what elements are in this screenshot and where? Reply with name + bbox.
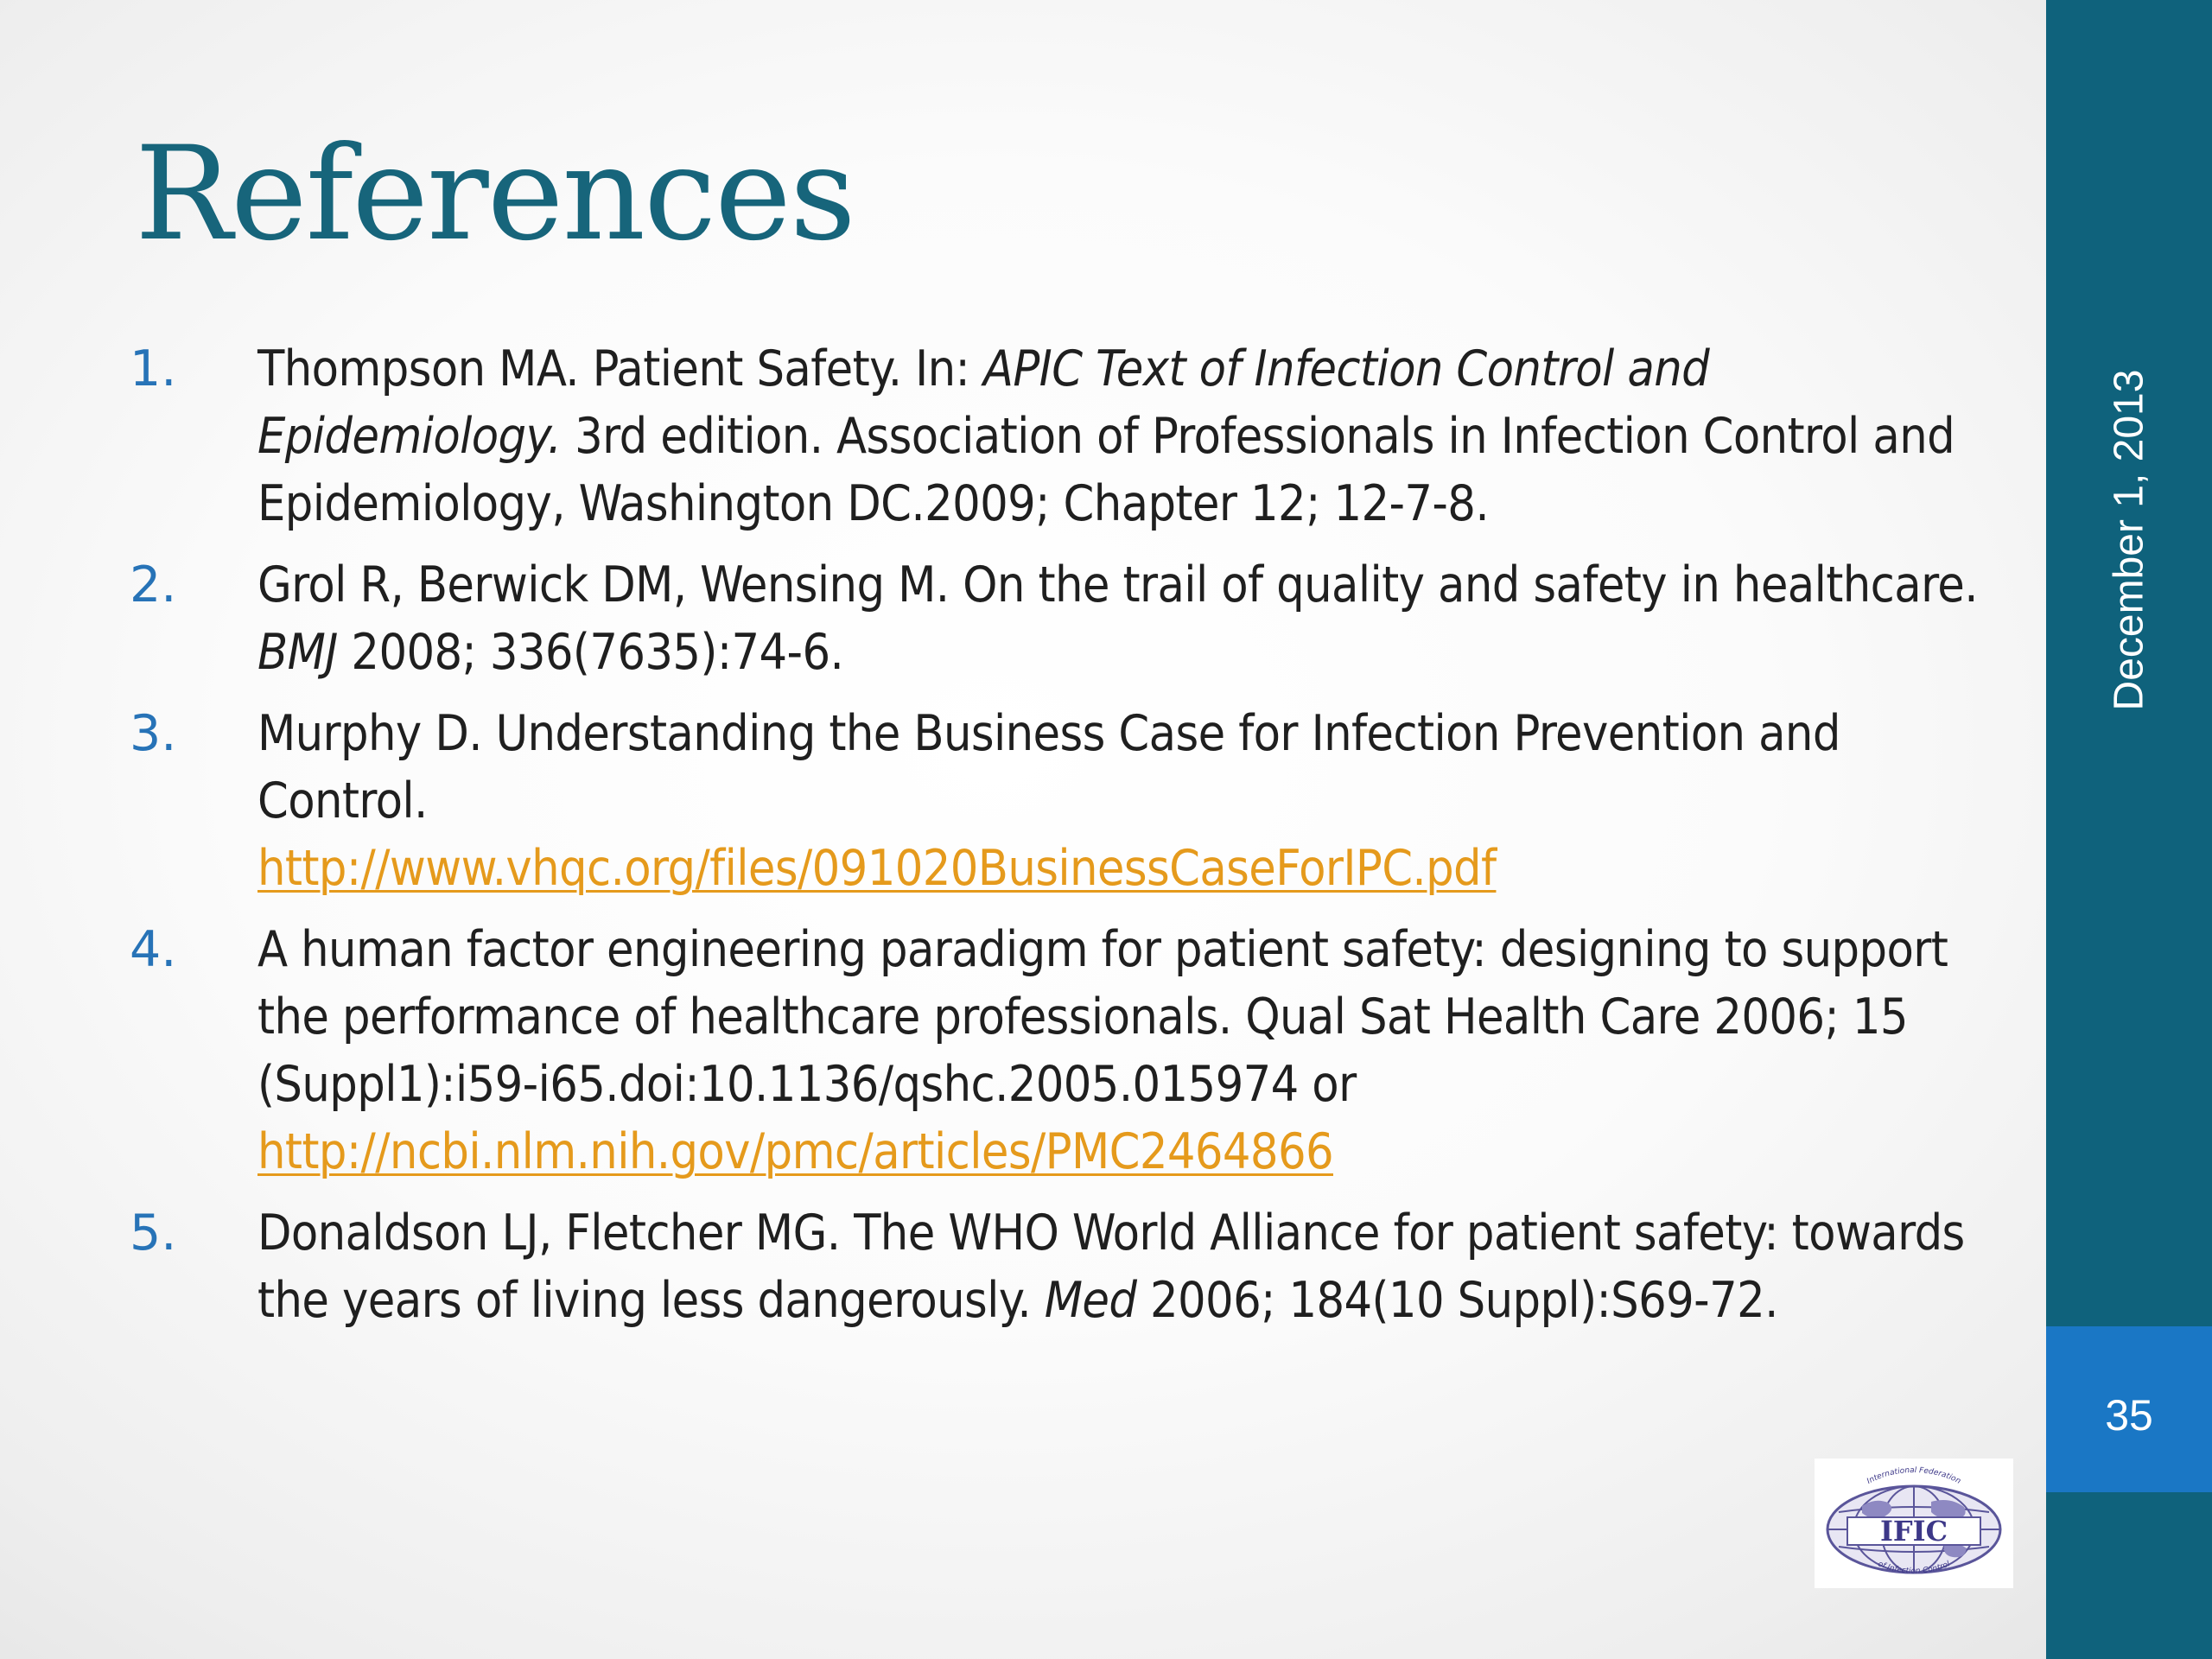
reference-text-part: Thompson MA. Patient Safety. In:	[257, 340, 983, 397]
ific-logo	[1815, 1459, 2013, 1588]
reference-item-5	[130, 1199, 1979, 1334]
logo-arc-bottom-text: of Infection Control	[1876, 1560, 1952, 1576]
reference-text-part: 2008; 336(7635):74-6.	[337, 624, 844, 681]
reference-text	[257, 916, 1979, 1185]
reference-list	[130, 335, 1979, 1348]
reference-text-part: Grol R, Berwick DM, Wensing M. On the trail of quality and safety in healthcare.	[257, 556, 1978, 613]
slide-date: December 1, 2013	[2106, 369, 2152, 711]
reference-item-3	[130, 700, 1979, 902]
ific-globe-icon	[1815, 1459, 2013, 1588]
slide-title: References	[135, 119, 855, 270]
reference-source-title: Med	[1044, 1272, 1137, 1329]
logo-text: IFIC	[1879, 1515, 1948, 1548]
logo-arc-top-text: International Federation	[1866, 1465, 1962, 1486]
reference-number: 1.	[130, 340, 177, 397]
reference-number: 2.	[130, 556, 177, 613]
reference-text	[257, 1199, 1979, 1334]
reference-link[interactable]: http://www.vhqc.org/files/091020BusinessCaseForIPC.pdf	[257, 840, 1497, 897]
reference-source-title: APIC Text of Infection Control and Epidemiology.	[257, 340, 1710, 465]
reference-text-part: Donaldson LJ, Fletcher MG. The WHO World Alliance for patient safety: towards the years of living less dangerously.	[257, 1205, 1965, 1329]
page-number: 35	[2105, 1391, 2153, 1440]
reference-number: 5.	[130, 1205, 177, 1262]
reference-number: 3.	[130, 705, 177, 762]
reference-text	[257, 551, 1979, 686]
reference-number: 4.	[130, 921, 177, 978]
reference-source-title: BMJ	[257, 624, 338, 681]
reference-text-part: A human factor engineering paradigm for patient safety: designing to support the performance of healthcare professionals. Qual Sat Health Care 2006; 15 (Suppl1):i59-i65.doi:10.1136/qshc.2005.015974 or	[257, 921, 1948, 1113]
reference-item-4	[130, 916, 1979, 1185]
reference-text-part: 3rd edition. Association of Professionals in Infection Control and Epidemiology, Washington DC.2009; Chapter 12; 12-7-8.	[257, 408, 1955, 532]
reference-link[interactable]: http://ncbi.nlm.nih.gov/pmc/articles/PMC2464866	[257, 1123, 1333, 1180]
reference-text-part: Murphy D. Understanding the Business Case for Infection Prevention and Control.	[257, 705, 1840, 830]
reference-item-2	[130, 551, 1979, 686]
page-number-box	[2046, 1326, 2212, 1492]
reference-text-part: 2006; 184(10 Suppl):S69-72.	[1136, 1272, 1778, 1329]
logo-arc-top	[1866, 1466, 1962, 1486]
reference-item-1	[130, 335, 1979, 537]
reference-text	[257, 335, 1979, 537]
reference-text	[257, 700, 1979, 902]
